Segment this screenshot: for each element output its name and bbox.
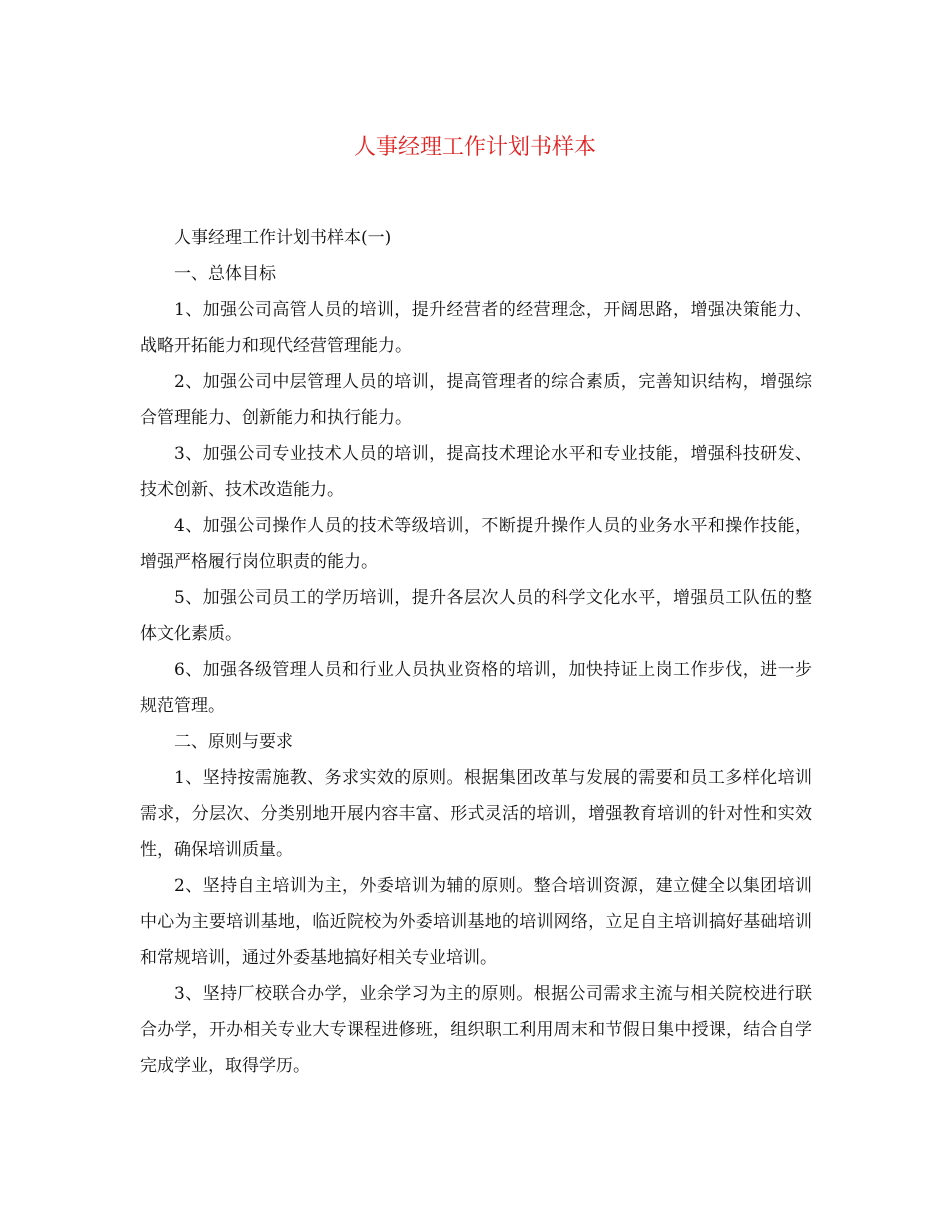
- paragraph-principle-2: 2、坚持自主培训为主，外委培训为辅的原则。整合培训资源，建立健全以集团培训中心为主要培训基地，临近院校为外委培训基地的培训网络，立足自主培训搞好基础培训和常规培训，通过外委基地搞好相关专业培训。: [140, 876, 812, 968]
- paragraph-subtitle: 人事经理工作计划书样本(一): [174, 228, 392, 248]
- section-heading-principles: 二、原则与要求: [174, 732, 293, 752]
- document-title: 人事经理工作计划书样本: [353, 135, 596, 160]
- paragraph-goal-5: 5、加强公司员工的学历培训，提升各层次人员的科学文化水平，增强员工队伍的整体文化素质。: [140, 588, 812, 644]
- paragraph-goal-1: 1、加强公司高管人员的培训，提升经营者的经营理念，开阔思路，增强决策能力、战略开拓能力和现代经营管理能力。: [140, 300, 812, 356]
- paragraph-goal-2: 2、加强公司中层管理人员的培训，提高管理者的综合素质，完善知识结构，增强综合管理能力、创新能力和执行能力。: [140, 372, 812, 428]
- section-heading-overall-goals: 一、总体目标: [174, 264, 276, 284]
- paragraph-goal-4: 4、加强公司操作人员的技术等级培训，不断提升操作人员的业务水平和操作技能，增强严格履行岗位职责的能力。: [140, 516, 812, 572]
- paragraph-principle-1: 1、坚持按需施教、务求实效的原则。根据集团改革与发展的需要和员工多样化培训需求，分层次、分类别地开展内容丰富、形式灵活的培训，增强教育培训的针对性和实效性，确保培训质量。: [140, 768, 812, 860]
- paragraph-goal-6: 6、加强各级管理人员和行业人员执业资格的培训，加快持证上岗工作步伐，进一步规范管理。: [140, 660, 812, 716]
- document-body: [140, 220, 812, 1084]
- paragraph-goal-3: 3、加强公司专业技术人员的培训，提高技术理论水平和专业技能，增强科技研发、技术创新、技术改造能力。: [140, 444, 812, 500]
- paragraph-principle-3: 3、坚持厂校联合办学，业余学习为主的原则。根据公司需求主流与相关院校进行联合办学，开办相关专业大专课程进修班，组织职工利用周末和节假日集中授课，结合自学完成学业，取得学历。: [140, 984, 812, 1076]
